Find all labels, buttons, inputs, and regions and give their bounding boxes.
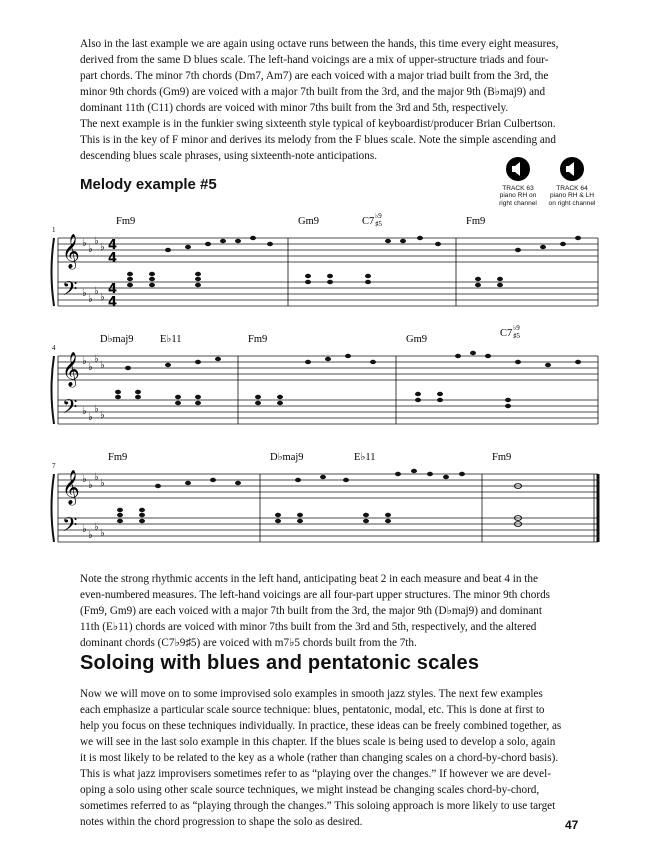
- chord-symbol: E♭11: [354, 452, 376, 463]
- text-line: each emphasize a particular scale source technique: blues, pentatonic, modal, etc. This is done at first to: [80, 704, 545, 716]
- bass-clef: 𝄢: [62, 277, 78, 305]
- svg-text:♭: ♭: [82, 356, 87, 367]
- chord-alteration: ♯5: [513, 332, 520, 340]
- track-label: TRACK 64: [556, 185, 588, 192]
- measure-number: 7: [52, 462, 56, 470]
- text-line: 11th (E♭11) chords are voiced with minor 7ths built from the 3rd and 5th, respectively, and the altered: [80, 621, 537, 633]
- chord-symbol: C7: [500, 328, 513, 339]
- treble-clef: 𝄞: [62, 470, 80, 505]
- text-line: This is in the key of F minor and derives its melody from the F blues scale. Note the simple ascending and: [80, 134, 556, 146]
- svg-text:4: 4: [108, 295, 118, 310]
- text-line: Also in the last example we are again using octave runs between the hands, this time every eight measures,: [80, 38, 559, 50]
- track-64-audio[interactable]: [537, 156, 607, 207]
- svg-text:♭: ♭: [100, 242, 105, 253]
- svg-text:♭: ♭: [94, 404, 99, 415]
- audio-track-icon: [505, 156, 531, 182]
- track-line2: piano RH & LH: [550, 192, 594, 200]
- treble-staff: [58, 474, 598, 498]
- chord-symbol: Gm9: [406, 334, 427, 345]
- bass-chords: [115, 390, 511, 408]
- brace: [52, 356, 55, 424]
- measure-number: 1: [52, 226, 56, 234]
- text-line: Note the strong rhythmic accents in the left hand, anticipating beat 2 in each measure and beat 4 in the: [80, 573, 538, 585]
- svg-text:4: 4: [108, 251, 118, 266]
- track-label: TRACK 63: [502, 185, 534, 192]
- track-line3: right channel: [499, 199, 537, 207]
- svg-text:4: 4: [108, 282, 118, 297]
- page-number: 47: [565, 818, 579, 832]
- chord-symbol: Fm9: [466, 216, 486, 227]
- chord-symbol: D♭maj9: [100, 334, 134, 345]
- bass-chords: [117, 508, 522, 527]
- barlines: [58, 474, 598, 542]
- measure-number: 4: [52, 344, 56, 352]
- chord-symbol: Fm9: [116, 216, 136, 227]
- text-line: This is what jazz improvisers sometimes refer to as “playing over the changes.” If however we are devel-: [80, 768, 551, 780]
- treble-notes: [125, 351, 581, 370]
- brace: [52, 474, 55, 542]
- voicing-notes-paragraph: [80, 571, 585, 651]
- bass-chords: [127, 272, 503, 287]
- svg-text:♭: ♭: [82, 406, 87, 417]
- bass-staff: [58, 282, 598, 306]
- svg-text:♭: ♭: [100, 478, 105, 489]
- key-signature: [82, 472, 105, 541]
- svg-text:♭: ♭: [88, 294, 93, 305]
- svg-text:♭: ♭: [94, 286, 99, 297]
- chord-alteration: ♭9: [513, 324, 520, 332]
- svg-text:♭: ♭: [82, 288, 87, 299]
- treble-clef: 𝄞: [62, 352, 80, 387]
- svg-text:♭: ♭: [100, 410, 105, 421]
- chord-alteration: ♭9: [375, 212, 382, 220]
- text-line: it is most likely to be related to the key as a whole (rather than changing scales on a chord-by-chord basis).: [80, 752, 559, 764]
- brace: [52, 238, 55, 306]
- svg-text:♭: ♭: [94, 472, 99, 483]
- text-line: we will see in the last solo example in this chapter. If the blues scale is being used to develop a solo, again: [80, 736, 556, 748]
- track-line3: on right channel: [548, 199, 596, 207]
- text-line: help you focus on these techniques individually. In practice, these ideas can be freely combined together, as: [80, 720, 562, 732]
- text-line: Now we will move on to some improvised solo examples in smooth jazz styles. The next few examples: [80, 688, 543, 700]
- intro-paragraph: [80, 36, 585, 116]
- key-signature: [82, 236, 105, 305]
- text-line: even-numbered measures. The left-hand voicings are all four-part upper structures. The minor 9th chords: [80, 589, 551, 601]
- svg-text:♭: ♭: [94, 522, 99, 533]
- key-signature: [82, 354, 105, 423]
- svg-text:♭: ♭: [82, 524, 87, 535]
- chord-symbol: E♭11: [160, 334, 182, 345]
- svg-text:♭: ♭: [88, 412, 93, 423]
- soloing-paragraph: [80, 686, 585, 830]
- text-line: (Fm9, Gm9) are each voiced with a major 7th built from the 3rd, the major 9th (D♭maj9) and dominant: [80, 605, 542, 617]
- text-line: oping a solo using other scale source techniques, we might instead be changing scales chord-by-chord,: [80, 784, 540, 796]
- music-system-3: [48, 440, 600, 548]
- text-line: sometimes referred to as “playing through the changes.” This soloing approach is more likely to use target: [80, 800, 556, 812]
- text-line: descending blues scale phrases, using sixteenth-note anticipations.: [80, 150, 378, 162]
- section-heading: Soloing with blues and pentatonic scales: [80, 652, 480, 674]
- audio-track-icon: [559, 156, 585, 182]
- svg-text:♭: ♭: [100, 360, 105, 371]
- text-line: dominant 11th (C11) chords are voiced with minor 7ths built from the 3rd and 5th, respectively.: [80, 102, 509, 114]
- text-line: notes within the chord progression to shape the solo as desired.: [80, 816, 363, 828]
- music-system-1: [48, 204, 600, 312]
- svg-text:♭: ♭: [88, 480, 93, 491]
- text-line: part chords. The minor 7th chords (Dm7, Am7) are each voiced with a major triad built from the 3rd, the: [80, 70, 549, 82]
- chord-symbol: D♭maj9: [270, 452, 304, 463]
- svg-text:♭: ♭: [100, 292, 105, 303]
- chord-symbol: C7: [362, 216, 375, 227]
- svg-text:♭: ♭: [88, 244, 93, 255]
- melody-example-title: Melody example #5: [80, 176, 217, 193]
- svg-text:♭: ♭: [94, 236, 99, 247]
- chord-symbol: Fm9: [108, 452, 128, 463]
- text-line: dominant chords (C7♭9♯5) are voiced with m7♭5 chords built from the 7th.: [80, 637, 417, 649]
- bass-clef: 𝄢: [62, 395, 78, 423]
- chord-symbol: Fm9: [248, 334, 268, 345]
- treble-notes: [155, 469, 522, 489]
- chord-alteration: ♯5: [375, 220, 382, 228]
- text-line: derived from the same D blues scale. The left-hand voicings are a mix of upper-structure triads and four-: [80, 54, 549, 66]
- treble-clef: 𝄞: [62, 234, 80, 269]
- svg-text:4: 4: [108, 238, 118, 253]
- bass-clef: 𝄢: [62, 513, 78, 541]
- text-line: The next example is in the funkier swing sixteenth style typical of keyboardist/producer Brian Culbertson.: [80, 118, 556, 130]
- svg-text:♭: ♭: [88, 530, 93, 541]
- music-system-2: [48, 322, 600, 430]
- chord-symbol: Gm9: [298, 216, 319, 227]
- svg-text:♭: ♭: [94, 354, 99, 365]
- chord-symbol: Fm9: [492, 452, 512, 463]
- text-line: minor 9th chords (Gm9) are voiced with a major 7th built from the 3rd, and the major 9th (B♭maj9) and: [80, 86, 546, 98]
- track-line2: piano RH on: [499, 192, 537, 200]
- bass-staff: [58, 400, 598, 424]
- svg-text:♭: ♭: [88, 362, 93, 373]
- svg-text:♭: ♭: [100, 528, 105, 539]
- svg-text:♭: ♭: [82, 474, 87, 485]
- svg-text:♭: ♭: [82, 238, 87, 249]
- time-signature: [108, 238, 117, 310]
